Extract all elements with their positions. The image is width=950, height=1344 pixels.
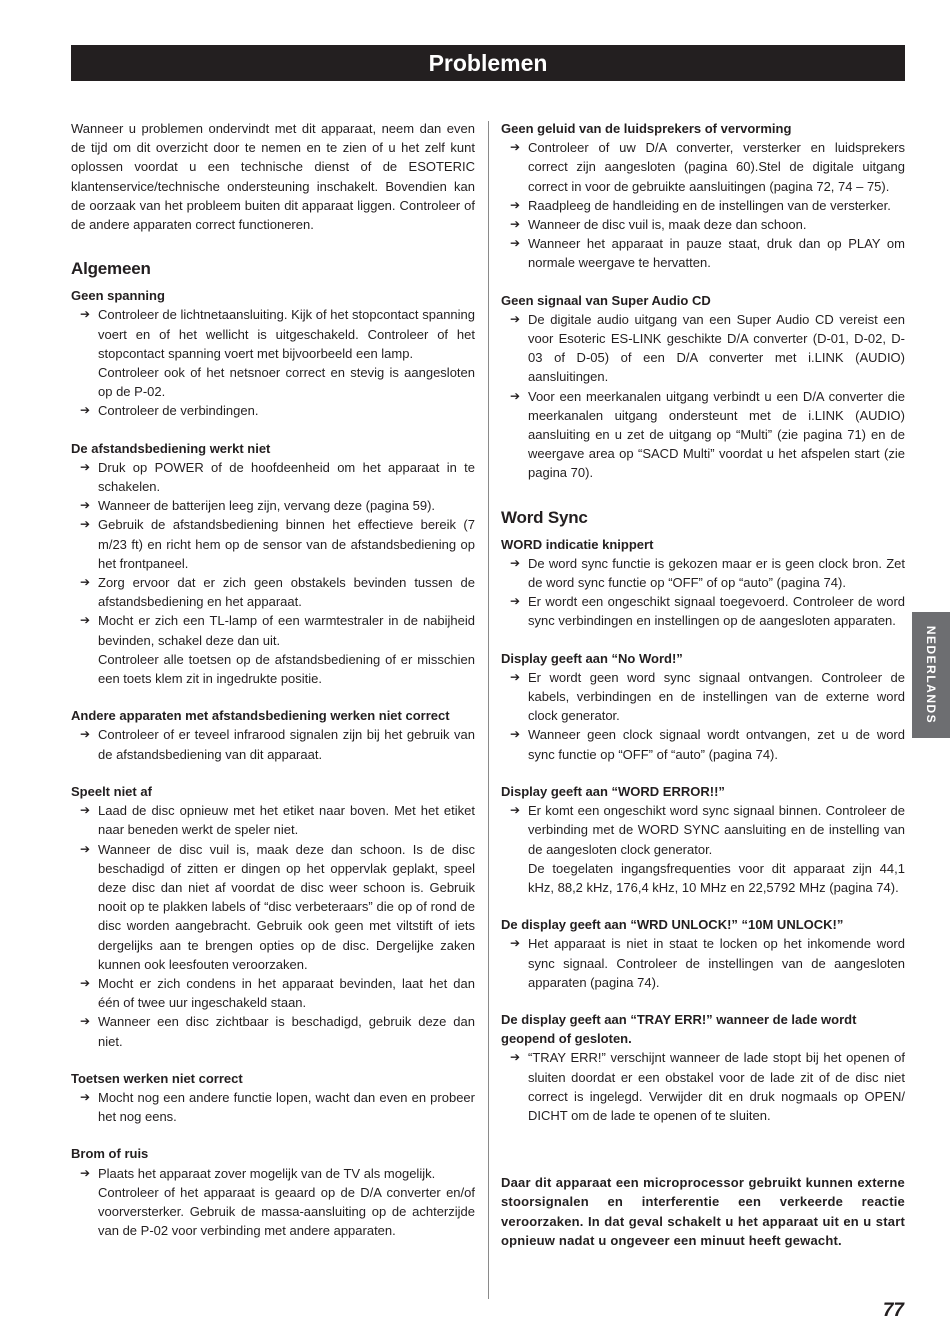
- problem-title: Geen signaal van Super Audio CD: [501, 292, 711, 308]
- solution-text: Controleer de verbindingen.: [98, 403, 259, 419]
- solution-list: [71, 725, 475, 763]
- arrow-right-icon: ➔: [80, 1089, 91, 1104]
- solution-list: [71, 305, 475, 420]
- solution-text: Controleer of uw D/A converter, versterker en luidsprekers correct zijn aangesloten (pagina 60).Stel de digitale uitgang correct in voor de gebruikte aansluitingen (pagina 72, 74 – 75).: [528, 140, 905, 194]
- problem-title: Speelt niet af: [71, 783, 152, 799]
- arrow-right-icon: ➔: [80, 403, 91, 418]
- solution-text: Mocht nog een andere functie lopen, wacht dan even en probeer het nog eens.: [98, 1089, 475, 1125]
- problem-title: Display geeft aan “No Word!”: [501, 650, 683, 666]
- arrow-right-icon: ➔: [510, 555, 521, 570]
- solution-item: [501, 934, 905, 992]
- arrow-right-icon: ➔: [80, 803, 91, 818]
- solution-text: Wanneer geen clock signaal wordt ontvangen, zet u de word sync functie op “OFF” of “auto” (pagina 74).: [528, 727, 905, 762]
- solution-item: [71, 573, 475, 611]
- solution-item: [71, 725, 475, 763]
- left-sections: [71, 286, 475, 1240]
- solution-item: [71, 611, 475, 688]
- solution-text: Er komt een ongeschikt word sync signaal binnen. Controleer de verbinding met de WORD SYNC aansluiting en de instelling van de aangesloten clock generator.: [528, 803, 905, 857]
- solution-item: [71, 515, 475, 573]
- solution-list: [71, 1088, 475, 1126]
- solution-text: Mocht er zich een TL-lamp of een warmtestraler in de nabijheid bevinden, schakel deze dan uit.: [98, 613, 475, 648]
- right-sections: [501, 535, 905, 1125]
- troubleshooting-section: [71, 439, 475, 689]
- solution-item: [501, 725, 905, 763]
- solution-item: [71, 801, 475, 839]
- solution-item: [501, 196, 905, 215]
- troubleshooting-section: [501, 915, 905, 992]
- arrow-right-icon: ➔: [80, 613, 91, 628]
- arrow-right-icon: ➔: [80, 498, 91, 513]
- problem-title: Geen geluid van de luidsprekers of vervorming: [501, 121, 792, 136]
- solution-list: [501, 554, 905, 631]
- solution-item: [501, 668, 905, 726]
- solution-text: Wanneer een disc zichtbaar is beschadigd, gebruik deze dan niet.: [98, 1014, 475, 1049]
- solution-item: [71, 1088, 475, 1126]
- solution-item: [71, 1164, 475, 1241]
- arrow-right-icon: ➔: [80, 975, 91, 990]
- solution-list: [501, 1048, 905, 1125]
- solution-continuation: De toegelaten ingangsfrequenties voor dit apparaat zijn 44,1 kHz, 88,2 kHz, 176,4 kHz, 10 MHz en 22,5792 MHz (pagina 74).: [528, 860, 905, 895]
- solution-item: [501, 138, 905, 196]
- solution-list: [501, 310, 905, 483]
- troubleshooting-section: [501, 1010, 905, 1125]
- language-tab: [912, 612, 950, 738]
- left-column: [71, 119, 475, 1240]
- arrow-right-icon: ➔: [510, 727, 521, 742]
- arrow-right-icon: ➔: [510, 1050, 521, 1065]
- troubleshooting-section: [501, 119, 905, 273]
- solution-list: [501, 668, 905, 764]
- solution-text: De digitale audio uitgang van een Super Audio CD vereist een voor Esoteric ES-LINK geschikte D/A converter (D-01, D-02, D-03 of D-05) of een D/A converter met i.LINK (AUDIO) aansluitingen.: [528, 311, 905, 385]
- language-tab-label: NEDERLANDS: [924, 625, 938, 725]
- arrow-right-icon: ➔: [510, 388, 521, 403]
- arrow-right-icon: ➔: [80, 575, 91, 590]
- solution-continuation: Controleer of het apparaat is geaard op de D/A converter en/of voorversterker. Gebruik de massa-aansluiting op de achterzijde van de P-02 voor verbinding met andere apparaten.: [98, 1184, 475, 1239]
- arrow-right-icon: ➔: [510, 140, 521, 155]
- troubleshooting-section: [71, 706, 475, 764]
- arrow-right-icon: ➔: [510, 594, 521, 609]
- section-heading-word-sync: Word Sync: [501, 507, 588, 527]
- arrow-right-icon: ➔: [510, 803, 521, 818]
- solution-item: [71, 458, 475, 496]
- solution-item: [71, 840, 475, 974]
- solution-item: [501, 592, 905, 630]
- arrow-right-icon: ➔: [510, 197, 521, 212]
- troubleshooting-section: [501, 535, 905, 631]
- solution-text: Laad de disc opnieuw met het etiket naar boven. Met het etiket naar beneden werkt de speler niet.: [98, 803, 475, 838]
- arrow-right-icon: ➔: [80, 459, 91, 474]
- solution-text: Wanneer de disc vuil is, maak deze dan schoon. Is de disc beschadigd of zitten er dingen op het oppervlak geplakt, speel deze disc dan niet af voordat de disc weer schoon is. Gebruik nooit op te plakken labels of “disc verbeteraars” die op of rond de disc worden aangebracht. Gebruik ook geen met viltstift of iets dergelijks aan te brengen opties op de disc. Dergelijke zaken kunnen ook leesfouten veroorzaken.: [98, 841, 475, 972]
- solution-item: [501, 1048, 905, 1125]
- solution-item: [71, 401, 475, 420]
- solution-list: [501, 138, 905, 272]
- solution-text: Druk op POWER of de hoofdeenheid om het apparaat in te schakelen.: [98, 459, 475, 495]
- solution-text: Zorg ervoor dat er zich geen obstakels bevinden tussen de afstandsbediening en het apparaat.: [98, 575, 475, 610]
- problem-title: WORD indicatie knippert: [501, 536, 654, 552]
- troubleshooting-section: [71, 1069, 475, 1127]
- problem-title: De display geeft aan “WRD UNLOCK!” “10M UNLOCK!”: [501, 917, 844, 933]
- arrow-right-icon: ➔: [80, 517, 91, 532]
- solution-list: [501, 801, 905, 897]
- troubleshooting-section: [71, 782, 475, 1051]
- problem-title: De display geeft aan “TRAY ERR!” wanneer de lade wordt geopend of gesloten.: [501, 1011, 857, 1047]
- solution-text: Plaats het apparaat zover mogelijk van de TV als mogelijk.: [98, 1165, 436, 1181]
- solution-item: [501, 554, 905, 592]
- solution-item: [501, 310, 905, 387]
- solution-item: [71, 1012, 475, 1050]
- right-top-sections: [501, 119, 905, 483]
- troubleshooting-section: [71, 286, 475, 420]
- solution-continuation: Controleer ook of het netsnoer correct en stevig is aangesloten op de P-02.: [98, 365, 475, 400]
- column-divider: [488, 121, 489, 1299]
- solution-continuation: Controleer alle toetsen op de afstandsbediening of er misschien een toets klem zit in ingedrukte positie.: [98, 651, 475, 687]
- arrow-right-icon: ➔: [80, 307, 91, 322]
- problem-title: Toetsen werken niet correct: [71, 1070, 243, 1086]
- solution-text: Raadpleeg de handleiding en de instellingen van de versterker.: [528, 197, 891, 213]
- solution-item: [501, 234, 905, 272]
- arrow-right-icon: ➔: [80, 841, 91, 856]
- arrow-right-icon: ➔: [80, 1014, 91, 1029]
- arrow-right-icon: ➔: [510, 311, 521, 326]
- solution-text: Voor een meerkanalen uitgang verbindt u een D/A converter die meerkanalen uitgang ondersteunt met de i.LINK (AUDIO) aansluiting en u zet de uitgang op “Multi” (zie pagina 71) en de weergave area op “SACD Multi” voordat u het afspelen start (zie pagina 70).: [528, 388, 905, 481]
- problem-title: Display geeft aan “WORD ERROR!!”: [501, 783, 725, 799]
- arrow-right-icon: ➔: [510, 936, 521, 951]
- solution-text: Mocht er zich condens in het apparaat bevinden, laat het dan één of twee uur ingeschakeld staan.: [98, 975, 475, 1011]
- solution-text: Wanneer het apparaat in pauze staat, druk dan op PLAY om normale weergave te hervatten.: [528, 236, 905, 271]
- troubleshooting-section: [501, 291, 905, 483]
- solution-item: [71, 496, 475, 515]
- solution-text: “TRAY ERR!” verschijnt wanneer de lade stopt bij het openen of sluiten doordat er een obstakel voor de lade zit of de disc niet correct is ingelegd. Verwijder dit en druk nogmaals op OPEN/ DICHT om de lade te openen of te sluiten.: [528, 1050, 905, 1123]
- right-column: [501, 119, 905, 1250]
- troubleshooting-section: [501, 649, 905, 764]
- problem-title: Geen spanning: [71, 288, 165, 304]
- troubleshooting-section: [501, 782, 905, 897]
- solution-text: De word sync functie is gekozen maar er is geen clock bron. Zet de word sync functie op “OFF” of op “auto” (pagina 74).: [528, 555, 905, 591]
- arrow-right-icon: ➔: [510, 217, 521, 232]
- solution-item: [71, 974, 475, 1012]
- problem-title: Andere apparaten met afstandsbediening werken niet correct: [71, 708, 450, 724]
- solution-item: [501, 801, 905, 897]
- solution-list: [71, 1164, 475, 1241]
- problem-title: De afstandsbediening werkt niet: [71, 440, 271, 456]
- solution-text: Wanneer de batterijen leeg zijn, vervang deze (pagina 59).: [98, 498, 436, 514]
- solution-text: Controleer de lichtnetaansluiting. Kijk of het stopcontact spanning voert en of het wellicht is uitgeschakeld. Controleer of het stopcontact spanning voert met bijvoorbeeld een lamp.: [98, 307, 475, 361]
- section-heading-algemeen: Algemeen: [71, 259, 151, 279]
- arrow-right-icon: ➔: [80, 1165, 91, 1180]
- solution-item: [501, 215, 905, 234]
- solution-text: Het apparaat is niet in staat te locken op het inkomende word sync signaal. Controleer de instellingen van de aangesloten apparaten (pagina 74).: [528, 936, 905, 990]
- solution-text: Wanneer de disc vuil is, maak deze dan schoon.: [528, 217, 807, 233]
- problem-title: Brom of ruis: [71, 1146, 149, 1162]
- troubleshooting-section: [71, 1144, 475, 1240]
- arrow-right-icon: ➔: [510, 236, 521, 251]
- page-number: 77: [882, 1300, 904, 1321]
- solution-text: Er wordt een ongeschikt signaal toegevoerd. Controleer de word sync verbindingen en instellingen op de aangesloten apparaten.: [528, 594, 905, 629]
- solution-list: [71, 458, 475, 688]
- solution-item: [71, 305, 475, 401]
- solution-item: [501, 387, 905, 483]
- page-title: Problemen: [71, 45, 905, 81]
- arrow-right-icon: ➔: [80, 727, 91, 742]
- microprocessor-note: Daar dit apparaat een microprocessor gebruikt kunnen externe stoorsignalen en interferentie een verkeerde reactie veroorzaken. In dat geval schakelt u het apparaat uit en u start opnieuw nadat u ongeveer een minuut heeft gewacht.: [501, 1175, 905, 1248]
- solution-text: Gebruik de afstandsbediening binnen het effectieve bereik (7 m/23 ft) en richt hem op de sensor van de afstandsbediening op het frontpaneel.: [98, 517, 475, 571]
- solution-list: [501, 934, 905, 992]
- arrow-right-icon: ➔: [510, 669, 521, 684]
- intro-paragraph: Wanneer u problemen ondervindt met dit apparaat, neem dan even de tijd om dit overzicht door te nemen en te zien of u het zelf kunt oplossen voordat u een technische dienst of de ESOTERIC klantenservice/technische ondersteuning inschakelt. Bovendien kan de oorzaak van het probleem buiten dit apparaat liggen. Controleer of de andere apparaten correct functioneren.: [71, 121, 475, 233]
- solution-list: [71, 801, 475, 1051]
- solution-text: Er wordt geen word sync signaal ontvangen. Controleer de kabels, verbindingen en de instellingen van de externe word clock generator.: [528, 669, 905, 724]
- solution-text: Controleer of er teveel infrarood signalen zijn bij het gebruik van de afstandsbediening van dit apparaat.: [98, 727, 475, 762]
